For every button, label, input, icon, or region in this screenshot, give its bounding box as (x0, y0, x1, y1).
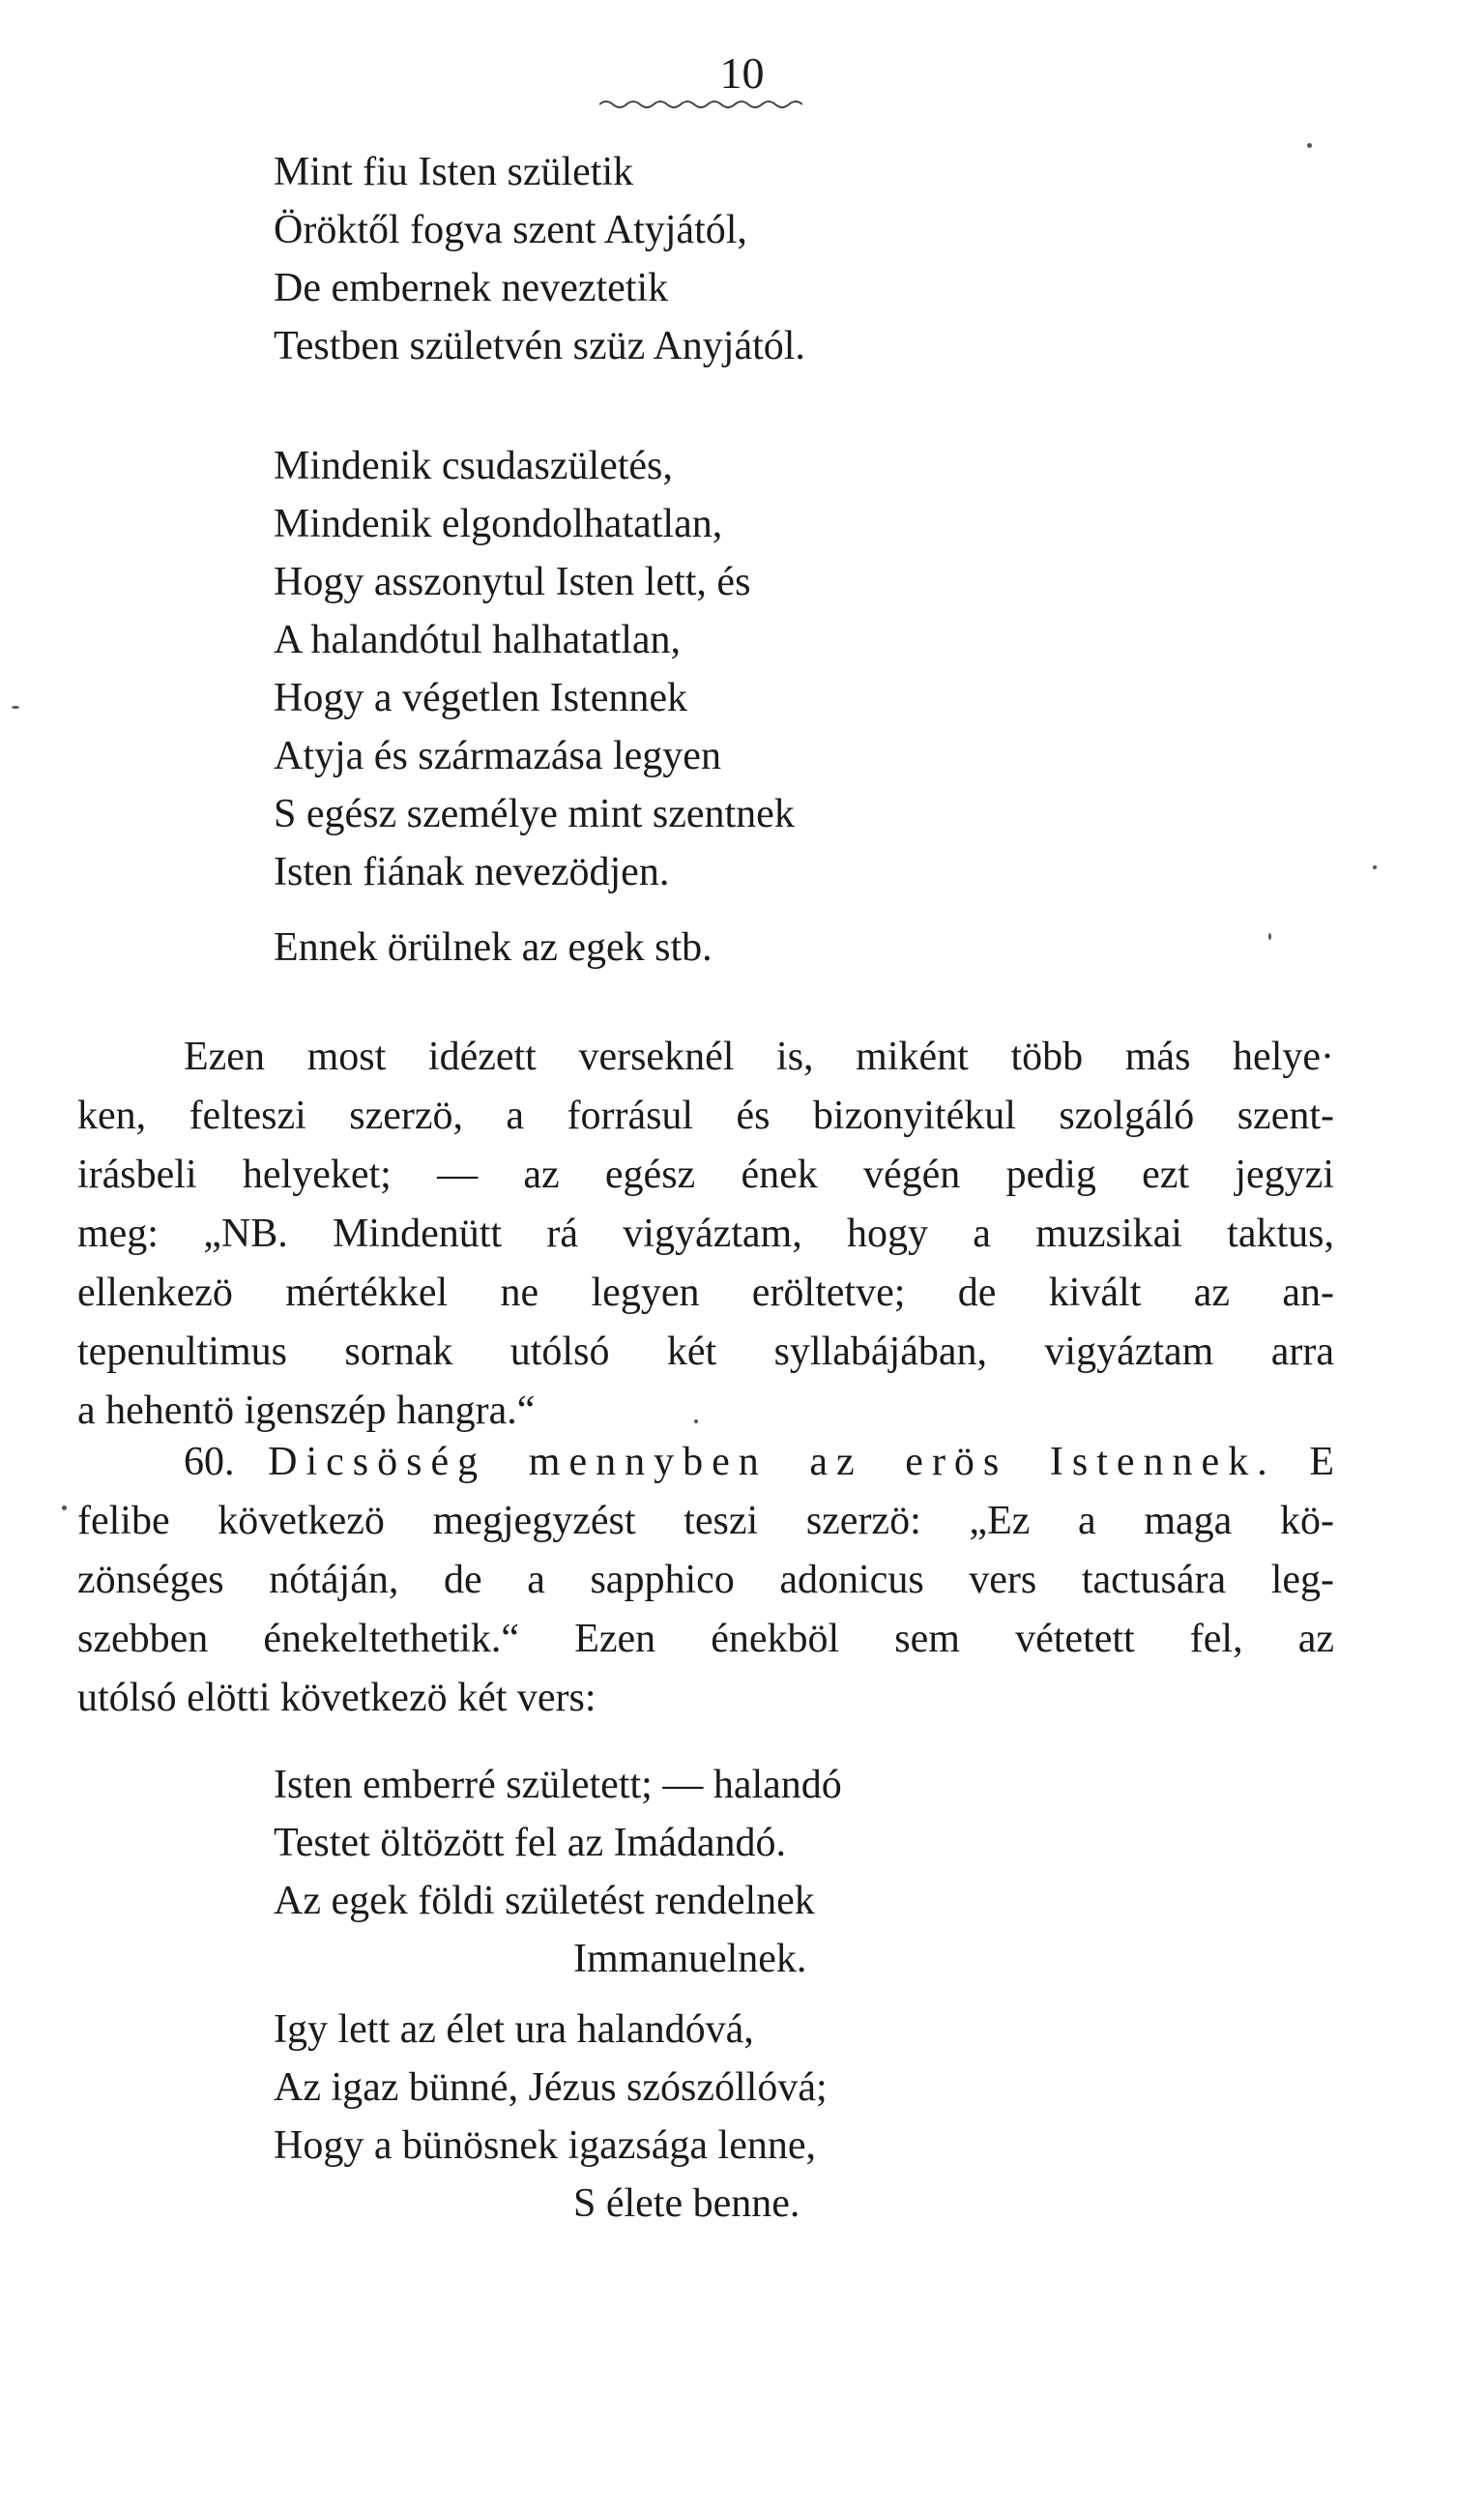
stanza-2 (274, 437, 795, 901)
print-speck (1268, 933, 1271, 940)
stanza-4 (274, 1756, 842, 1988)
verse-line: De embernek neveztetik (274, 266, 669, 310)
verse-line: Immanuelnek. (573, 1937, 807, 1981)
verse-line: Az igaz bünné, Jézus szószóllóvá; (274, 2065, 828, 2110)
hymn-number: 60. (184, 1440, 235, 1484)
stanza-1 (274, 143, 805, 375)
verse-line: Testet öltözött fel az Imádandó. (274, 1821, 787, 1865)
verse-line: Igy lett az élet ura halandóvá, (274, 2007, 754, 2052)
verse-line: Mint fiu Isten születik (274, 150, 634, 194)
verse-line: Testben születvén szüz Anyjától. (274, 324, 805, 368)
stanza-3 (274, 919, 713, 977)
commentary-paragraph-2 (77, 1433, 1334, 1728)
verse-line: A halandótul halhatatlan, (274, 618, 682, 662)
prose-line: Ezen most idézett verseknél is, miként több más helye· (184, 1035, 1334, 1079)
prose-line: meg: „NB. Mindenütt rá vigyáztam, hogy a muzsikai taktus, (77, 1212, 1334, 1256)
hymn-title-tail: E (1309, 1440, 1335, 1484)
verse-line: Öröktől fogva szent Atyjától, (274, 208, 747, 252)
print-speck (62, 1505, 67, 1510)
verse-line: S egész személye mint szentnek (274, 792, 795, 836)
prose-line: irásbeli helyeket; — az egész ének végén pedig ezt jegyzi (77, 1153, 1334, 1197)
print-speck (694, 1419, 698, 1423)
verse-line: Isten emberré született; — halandó (274, 1763, 842, 1807)
prose-line: szebben énekeltethetik.“ Ezen énekböl sem vétetett fel, az (77, 1617, 1334, 1661)
prose-line: ken, felteszi szerzö, a forrásul és bizonyitékul szolgáló szent- (77, 1094, 1334, 1138)
stanza-5 (274, 2001, 828, 2233)
verse-line: Hogy asszonytul Isten lett, és (274, 560, 751, 604)
verse-line: Mindenik elgondolhatatlan, (274, 502, 723, 546)
print-speck (1373, 865, 1377, 869)
print-speck (1307, 143, 1312, 148)
verse-line: Isten fiának nevezödjen. (274, 850, 670, 894)
print-speck (12, 706, 19, 709)
commentary-paragraph-1 (77, 1028, 1334, 1441)
verse-line: S élete benne. (573, 2181, 800, 2226)
prose-line: zönséges nótáján, de a sapphico adonicus vers tactusára leg- (77, 1558, 1334, 1602)
prose-line: a hehentö igenszép hangra.“ (77, 1389, 536, 1433)
prose-line: utólsó elötti következö két vers: (77, 1676, 597, 1720)
verse-line: Hogy a bünösnek igazsága lenne, (274, 2123, 816, 2168)
prose-line: tepenultimus sornak utólsó két syllabájában, vigyáztam arra (77, 1330, 1334, 1374)
verse-line: Hogy a végetlen Istennek (274, 676, 688, 720)
verse-line: Mindenik csudaszületés, (274, 444, 673, 488)
prose-line: ellenkezö mértékkel ne legyen eröltetve; de kivált az an- (77, 1271, 1334, 1315)
verse-line: Az egek földi születést rendelnek (274, 1879, 815, 1923)
hymn-heading-line (77, 1433, 1334, 1492)
verse-line: Atyja és származása legyen (274, 734, 721, 778)
verse-line: Ennek örülnek az egek stb. (274, 925, 713, 970)
page-number-ornament (599, 97, 802, 112)
prose-line: felibe következö megjegyzést teszi szerzö: „Ez a maga kö- (77, 1499, 1334, 1543)
page-number: 10 (719, 48, 765, 98)
hymn-title: Dicsöség mennyben az erös Istennek. (268, 1440, 1276, 1484)
